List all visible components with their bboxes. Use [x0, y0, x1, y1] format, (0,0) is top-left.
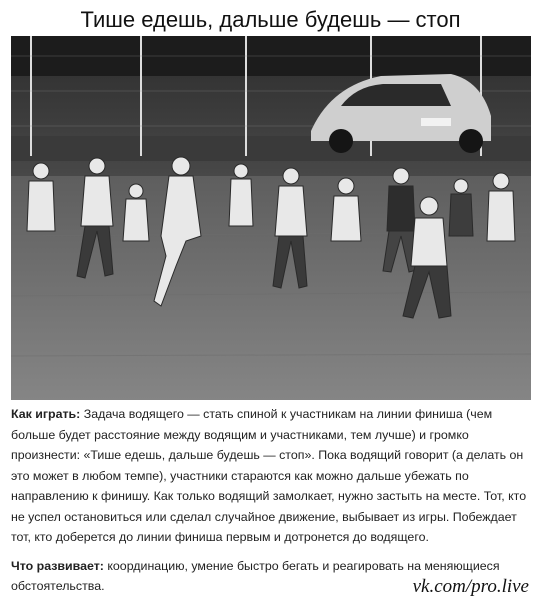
source-signature: vk.com/pro.live	[407, 576, 529, 598]
how-to-play-text: Задача водящего — стать спиной к участникам на линии финиша (чем больше будет расстояние между водящим и участниками, тем лучше) и громко произнести: «Тише едешь, дальше будешь — стоп». Пока водящий говорит (а делать он это может в любом темпе), участники стараются как можно дальше убежать по направлению к финишу. Как только водящий замолкает, нужно застыть на месте. Тот, кто не успел остановиться или сделал случайное движение, выбывает из игры. Побеждает тот, кто доберется до линии финиша первым и дотронется до водящего.	[11, 407, 527, 544]
how-to-play-paragraph	[11, 404, 533, 548]
develops-label: Что развивает:	[11, 558, 104, 573]
page-title: Тише едешь, дальше будешь — стоп	[80, 7, 461, 32]
children-running-photo	[11, 36, 531, 400]
develops-text: координацию, умение быстро бегать и реагировать на меняющиеся обстоятельства.	[11, 558, 500, 593]
how-to-play-label: Как играть:	[11, 407, 81, 421]
article-text	[11, 404, 533, 597]
